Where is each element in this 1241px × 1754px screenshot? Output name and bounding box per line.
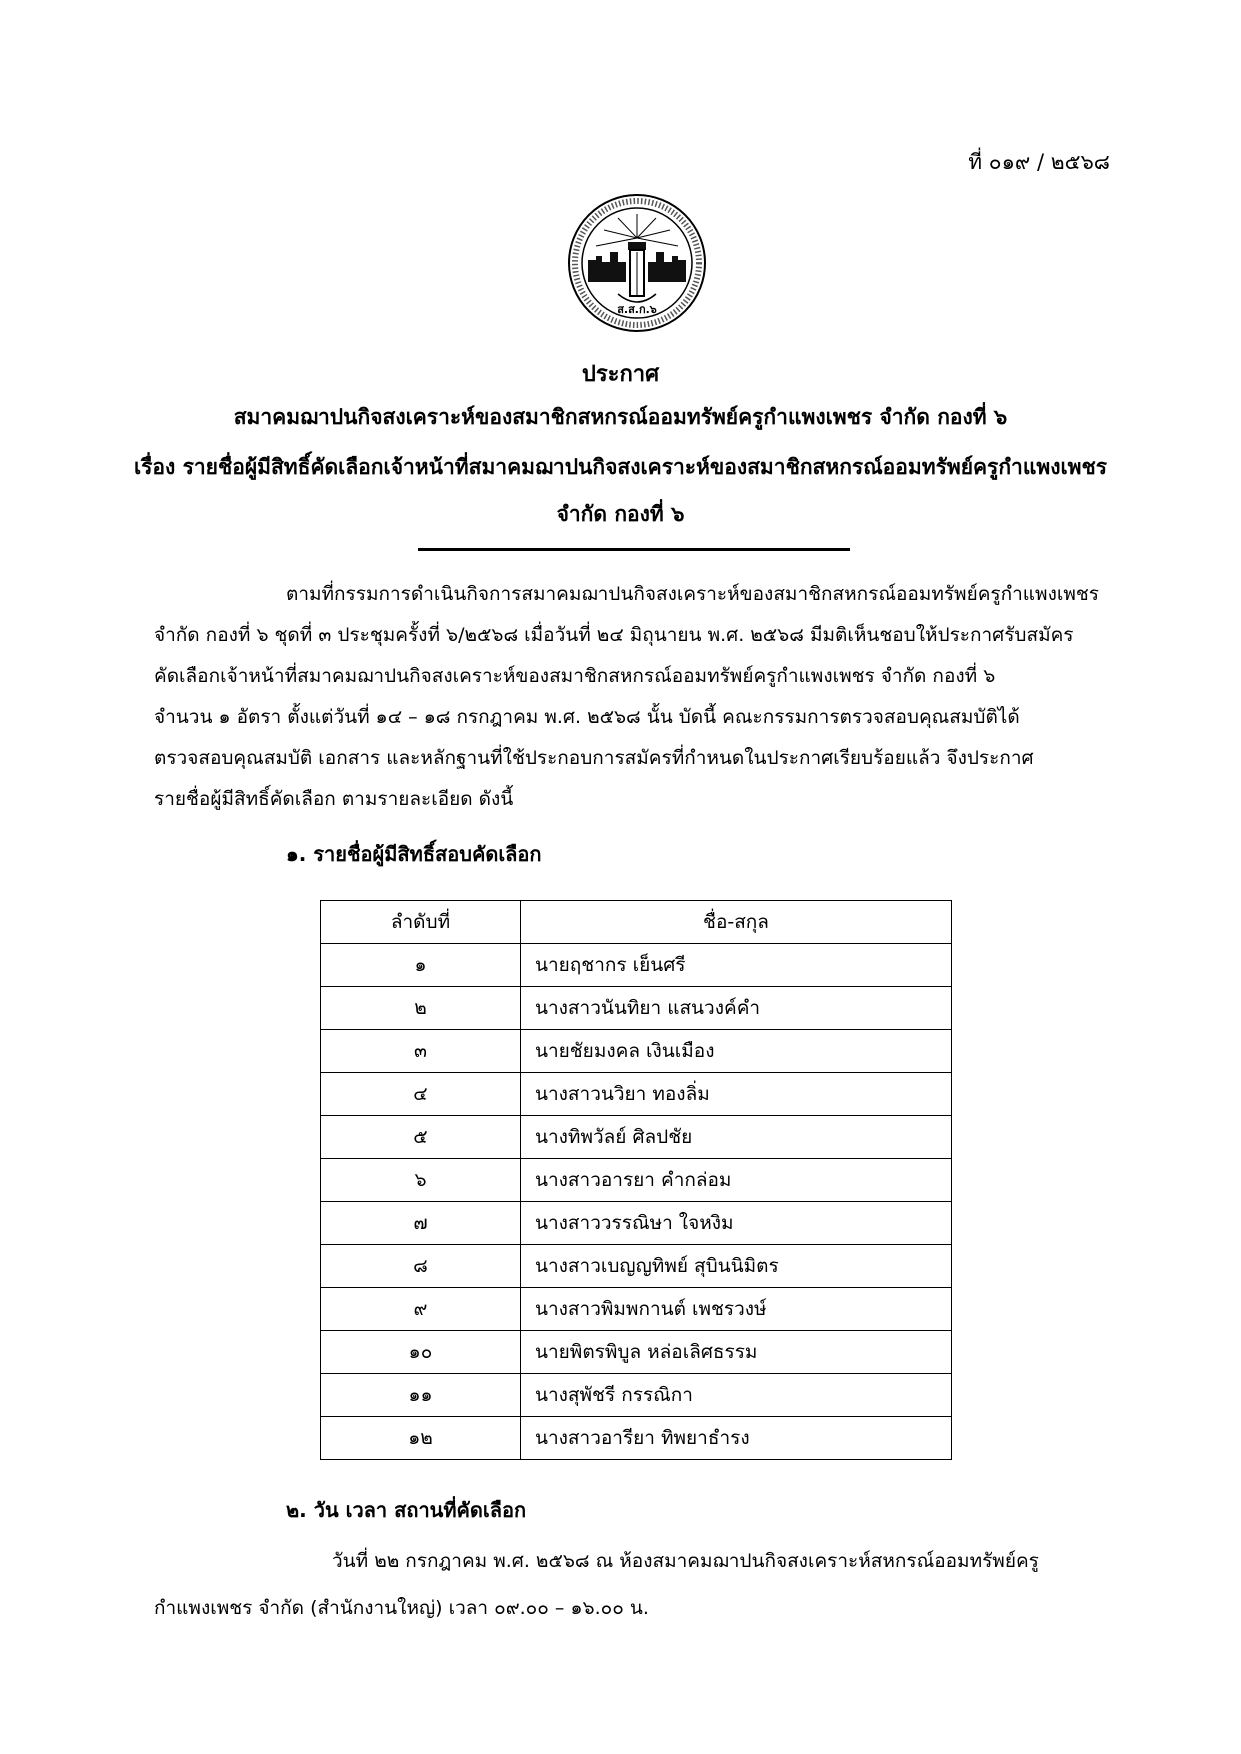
body-paragraph	[154, 574, 1114, 820]
body-line: จำกัด กองที่ ๖ ชุดที่ ๓ ประชุมครั้งที่ ๖/๒๕๖๘ เมื่อวันที่ ๒๔ มิถุนายน พ.ศ. ๒๕๖๘ มีมติเห็นชอบให้ประกาศรับสมัคร	[154, 624, 1074, 646]
table-row	[321, 1202, 952, 1245]
association-seal-logo	[566, 190, 708, 336]
table-row	[321, 1159, 952, 1202]
order-cell: ๑	[321, 944, 521, 987]
organization-name: สมาคมฌาปนกิจสงเคราะห์ของสมาชิกสหกรณ์ออมทรัพย์ครูกำแพงเพชร จำกัด กองที่ ๖	[233, 405, 1008, 429]
name-cell: นางสาววรรณิษา ใจหงิม	[521, 1202, 952, 1245]
table-row	[321, 944, 952, 987]
body-line: ตามที่กรรมการดำเนินกิจการสมาคมฌาปนกิจสงเคราะห์ของสมาชิกสหกรณ์ออมทรัพย์ครูกำแพงเพชร	[286, 583, 1099, 605]
section-2-line: กำแพงเพชร จำกัด (สำนักงานใหญ่) เวลา ๐๙.๐๐ – ๑๖.๐๐ น.	[154, 1597, 649, 1619]
order-cell: ๑๒	[321, 1417, 521, 1460]
table-row	[321, 1116, 952, 1159]
table-row	[321, 1073, 952, 1116]
announcement-title: ประกาศ	[581, 362, 660, 387]
body-line: รายชื่อผู้มีสิทธิ์คัดเลือก ตามรายละเอียด ดังนี้	[154, 788, 514, 810]
subject-line-1: เรื่อง รายชื่อผู้มีสิทธิ์คัดเลือกเจ้าหน้าที่สมาคมฌาปนกิจสงเคราะห์ของสมาชิกสหกรณ์ออมทรัพย์ครูกำแพงเพชร	[133, 455, 1108, 479]
body-line: ตรวจสอบคุณสมบัติ เอกสาร และหลักฐานที่ใช้ประกอบการสมัครที่กำหนดในประกาศเรียบร้อยแล้ว จึงประกาศ	[154, 747, 1034, 769]
table-row	[321, 1288, 952, 1331]
name-cell: นางสาวอารียา ทิพยาธำรง	[521, 1417, 952, 1460]
order-cell: ๕	[321, 1116, 521, 1159]
order-cell: ๖	[321, 1159, 521, 1202]
name-cell: นางสาวอารยา คำกล่อม	[521, 1159, 952, 1202]
section-2-paragraph	[154, 1538, 1114, 1632]
column-header-order: ลำดับที่	[321, 901, 521, 944]
table-row	[321, 1331, 952, 1374]
section-2-line: วันที่ ๒๒ กรกฎาคม พ.ศ. ๒๕๖๘ ณ ห้องสมาคมฌาปนกิจสงเคราะห์สหกรณ์ออมทรัพย์ครู	[332, 1550, 1039, 1572]
table-row	[321, 987, 952, 1030]
name-cell: นายพิตรพิบูล หล่อเลิศธรรม	[521, 1331, 952, 1374]
name-cell: นางสาวนวิยา ทองลิ่ม	[521, 1073, 952, 1116]
name-cell: นายชัยมงคล เงินเมือง	[521, 1030, 952, 1073]
order-cell: ๘	[321, 1245, 521, 1288]
order-cell: ๑๐	[321, 1331, 521, 1374]
name-cell: นางสาวนันทิยา แสนวงค์คำ	[521, 987, 952, 1030]
order-cell: ๑๑	[321, 1374, 521, 1417]
name-cell: นางสุพัชรี กรรณิกา	[521, 1374, 952, 1417]
subject-line-2: จำกัด กองที่ ๖	[556, 502, 685, 526]
order-cell: ๔	[321, 1073, 521, 1116]
table-row	[321, 1030, 952, 1073]
document-number: ที่ ๐๑๙ / ๒๕๖๘	[968, 150, 1110, 174]
table-row	[321, 1245, 952, 1288]
body-line: จำนวน ๑ อัตรา ตั้งแต่วันที่ ๑๔ – ๑๘ กรกฎาคม พ.ศ. ๒๕๖๘ นั้น บัดนี้ คณะกรรมการตรวจสอบคุณสมบัติได้	[154, 706, 1020, 728]
name-cell: นางทิพวัลย์ ศิลปชัย	[521, 1116, 952, 1159]
candidate-table	[320, 900, 952, 1460]
order-cell: ๗	[321, 1202, 521, 1245]
table-header-row	[321, 901, 952, 944]
column-header-name: ชื่อ-สกุล	[521, 901, 952, 944]
order-cell: ๓	[321, 1030, 521, 1073]
seal-text: ส.ส.ก.๖	[617, 303, 657, 316]
body-line: คัดเลือกเจ้าหน้าที่สมาคมฌาปนกิจสงเคราะห์ของสมาชิกสหกรณ์ออมทรัพย์ครูกำแพงเพชร จำกัด กองที่ ๖	[154, 665, 996, 687]
order-cell: ๙	[321, 1288, 521, 1331]
order-cell: ๒	[321, 987, 521, 1030]
name-cell: นางสาวพิมพกานต์ เพชรวงษ์	[521, 1288, 952, 1331]
table-row	[321, 1417, 952, 1460]
section-2-heading: ๒. วัน เวลา สถานที่คัดเลือก	[286, 1498, 527, 1522]
table-row	[321, 1374, 952, 1417]
title-divider	[418, 548, 850, 551]
name-cell: นายฤชากร เย็นศรี	[521, 944, 952, 987]
section-1-heading: ๑. รายชื่อผู้มีสิทธิ์สอบคัดเลือก	[286, 842, 542, 866]
name-cell: นางสาวเบญญทิพย์ สุบินนิมิตร	[521, 1245, 952, 1288]
